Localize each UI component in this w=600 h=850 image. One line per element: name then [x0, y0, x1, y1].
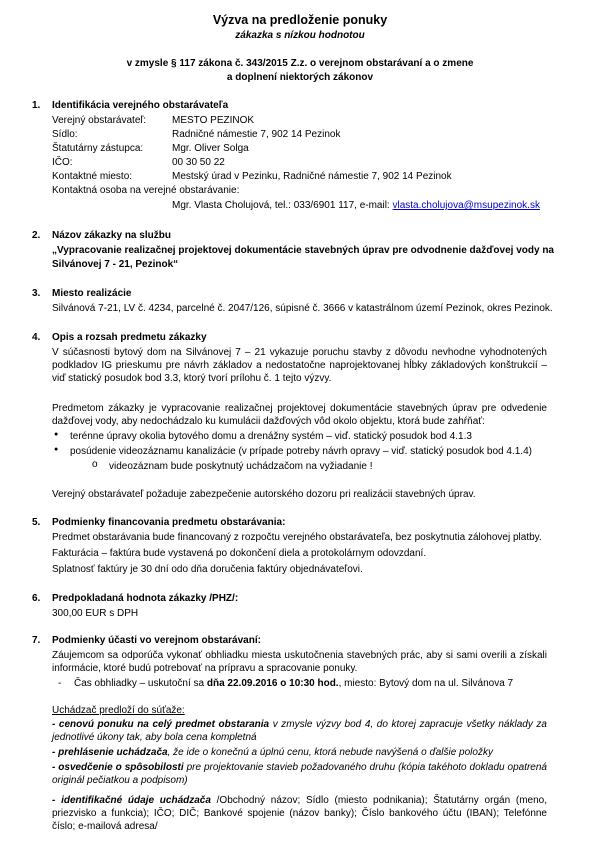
- financing-line-2: Fakturácia – faktúra bude vystavená po dokončení diela a protokolárnym odovzdaní.: [52, 548, 427, 559]
- section-3-number: 3.: [32, 288, 41, 299]
- value-sidlo: Radničné námestie 7, 902 14 Pezinok: [172, 129, 341, 140]
- section-1-number: 1.: [32, 100, 41, 111]
- submission-item-3: [52, 761, 547, 787]
- section-5-number: 5.: [32, 517, 41, 528]
- section-7-heading: Podmienky účasti vo verejnom obstarávaní:: [52, 635, 261, 646]
- label-statutarny-zastupca: Štatutárny zástupca:: [52, 143, 144, 154]
- contract-name-line-1: „Vypracovanie realizačnej projektovej dokumentácie stavebných úprav pre odvodnenie dažďovej vody na: [52, 245, 554, 256]
- label-ico: IČO:: [52, 157, 73, 168]
- submission-heading: Uchádzač predloží do súťaže:: [52, 705, 185, 716]
- bullet-icon: ●: [54, 446, 59, 453]
- section-4-heading: Opis a rozsah predmetu zákazky: [52, 332, 207, 343]
- section-6-heading: Predpokladaná hodnota zákazky /PHZ/:: [52, 593, 239, 604]
- submission-item-1-bold: - cenovú ponuku na celý predmet obstarania: [52, 719, 270, 730]
- section-3-heading: Miesto realizácie: [52, 288, 132, 299]
- legal-basis-line-1: v zmysle § 117 zákona č. 343/2015 Z.z. o verejnom obstarávaní a o zmene: [126, 58, 474, 69]
- submission-item-2: [52, 746, 547, 759]
- section-4-number: 4.: [32, 332, 41, 343]
- section-1-heading: Identifikácia verejného obstarávateľa: [52, 100, 229, 111]
- site-visit-date: dňa 22.09.2016 o 10:30 hod.: [206, 678, 339, 689]
- label-kontaktna-osoba: Kontaktná osoba na verejné obstarávanie:: [52, 185, 240, 196]
- site-visit-prefix: Čas obhliadky – uskutoční sa: [74, 678, 207, 689]
- contract-name-line-2: Silvánovej 7 - 21, Pezinok“: [52, 259, 179, 270]
- legal-basis-line-2: a doplnení niektorých zákonov: [226, 72, 374, 83]
- document-title: Výzva na predloženie ponuky: [212, 13, 388, 27]
- label-verejny-obstaravatel: Verejný obstarávateľ:: [52, 115, 147, 126]
- contact-email-link[interactable]: vlasta.cholujova@msupezinok.sk: [392, 200, 540, 211]
- site-visit-suffix: , miesto: Bytový dom na ul. Silvánova 7: [338, 678, 514, 689]
- value-statutarny-zastupca: Mgr. Oliver Solga: [172, 143, 249, 154]
- section-2-number: 2.: [32, 230, 41, 241]
- value-kontaktne-miesto: Mestský úrad v Pezinku, Radničné námestie 7, 902 14 Pezinok: [172, 171, 452, 182]
- scope-bullet-1: terénne úpravy okolia bytového domu a drenážny systém – viď. statický posudok bod 4.1.3: [70, 431, 472, 442]
- submission-item-4: [52, 794, 547, 833]
- submission-item-3-text: pre projektovanie stavieb požadovaného druhu (kópia takéhoto dokladu opatrená originál pečiatkou a podpisom): [52, 762, 547, 786]
- dash-bullet: -: [58, 678, 62, 689]
- financing-line-3: Splatnosť faktúry je 30 dní odo dňa doručenia faktúry objednávateľovi.: [52, 564, 363, 575]
- section-5-heading: Podmienky financovania predmetu obstarávania:: [52, 517, 286, 528]
- submission-item-1-text: v zmysle výzvy bod 4, do ktorej zapracuje všetky náklady za jednotlivé úkony tak, aby bola cena kompletná: [52, 719, 547, 743]
- contact-person-text: Mgr. Vlasta Cholujová, tel.: 033/6901 117, e-mail:: [172, 200, 393, 211]
- section-7-number: 7.: [32, 635, 41, 646]
- submission-item-2-text: , že ide o konečnú a úplnú cenu, ktorá nebude navýšená o ďalšie položky: [167, 747, 493, 758]
- circle-bullet-icon: o: [92, 459, 98, 470]
- description-paragraph-2: Predmetom zákazky je vypracovanie realizačnej projektovej dokumentácie stavebných úprav pre odvedenie dažďovej vody, aby nedochádzalo ku kumulácii dažďových vôd okolo objektu, ktorá bude zahŕňať:: [52, 403, 547, 427]
- bullet-icon: ●: [54, 431, 59, 438]
- label-kontaktne-miesto: Kontaktné miesto:: [52, 171, 133, 182]
- description-paragraph-3: Verejný obstarávateľ požaduje zabezpečenie autorského dozoru pri realizácii stavebných úprav.: [52, 489, 476, 500]
- site-visit-line: [74, 677, 513, 690]
- section-6-number: 6.: [32, 593, 41, 604]
- value-ico: 00 30 50 22: [172, 157, 225, 168]
- submission-item-4-bold: - identifikačné údaje uchádzača: [52, 795, 211, 806]
- submission-item-2-bold: - prehlásenie uchádzača: [52, 747, 168, 758]
- section-2-heading: Názov zákazky na službu: [52, 230, 171, 241]
- document-subtitle: zákazka s nízkou hodnotou: [235, 30, 365, 41]
- submission-item-1: [52, 718, 547, 744]
- label-sidlo: Sídlo:: [52, 129, 78, 140]
- value-kontaktna-osoba: [172, 199, 540, 212]
- participation-paragraph: Záujemcom sa odporúča vykonať obhliadku miesta uskutočnenia stavebných prác, aby si sami overili a získali informácie, ktoré budú potrebovať na prípravu a spracovanie ponuky.: [52, 650, 547, 674]
- financing-line-1: Predmet obstarávania bude financovaný z rozpočtu verejného obstarávateľa, bez poskytnutia zálohovej platby.: [52, 532, 542, 543]
- submission-item-4-text: /Obchodný názov; Sídlo (miesto podnikania); Štatutárny orgán (meno, priezvisko a funkcia); IČO; DIČ; Bankové spojenie (názov banky); Číslo bankového účtu (IBAN); Telefónne číslo; e-mailová adresa/: [52, 795, 547, 832]
- submission-item-3-bold: - osvedčenie o spôsobilosti: [52, 762, 184, 773]
- realization-place-text: Silvánová 7-21, LV č. 4234, parcelné č. 2047/126, súpisné č. 3666 v katastrálnom území Pezinok, okres Pezinok.: [52, 303, 553, 314]
- scope-sub-bullet: videozáznam bude poskytnutý uchádzačom na vyžiadanie !: [109, 461, 373, 472]
- value-verejny-obstaravatel: MESTO PEZINOK: [172, 115, 255, 126]
- estimated-value: 300,00 EUR s DPH: [52, 608, 139, 619]
- scope-bullet-2: posúdenie videozáznamu kanalizácie (v prípade potreby návrh opravy – viď. statický posudok bod 4.1.4): [70, 446, 532, 457]
- description-paragraph-1: V súčasnosti bytový dom na Silvánovej 7 – 21 vykazuje poruchu stavby z dôvodu nevhodne vyhodnotených podkladov IG prieskumu pre návrh základov a nedostatočne naprojektovanej hĺbky základových konštrukcií – viď statický posudok bod 3.3, ktorý tvorí prílohu č. 1 tejto výzvy.: [52, 347, 547, 384]
